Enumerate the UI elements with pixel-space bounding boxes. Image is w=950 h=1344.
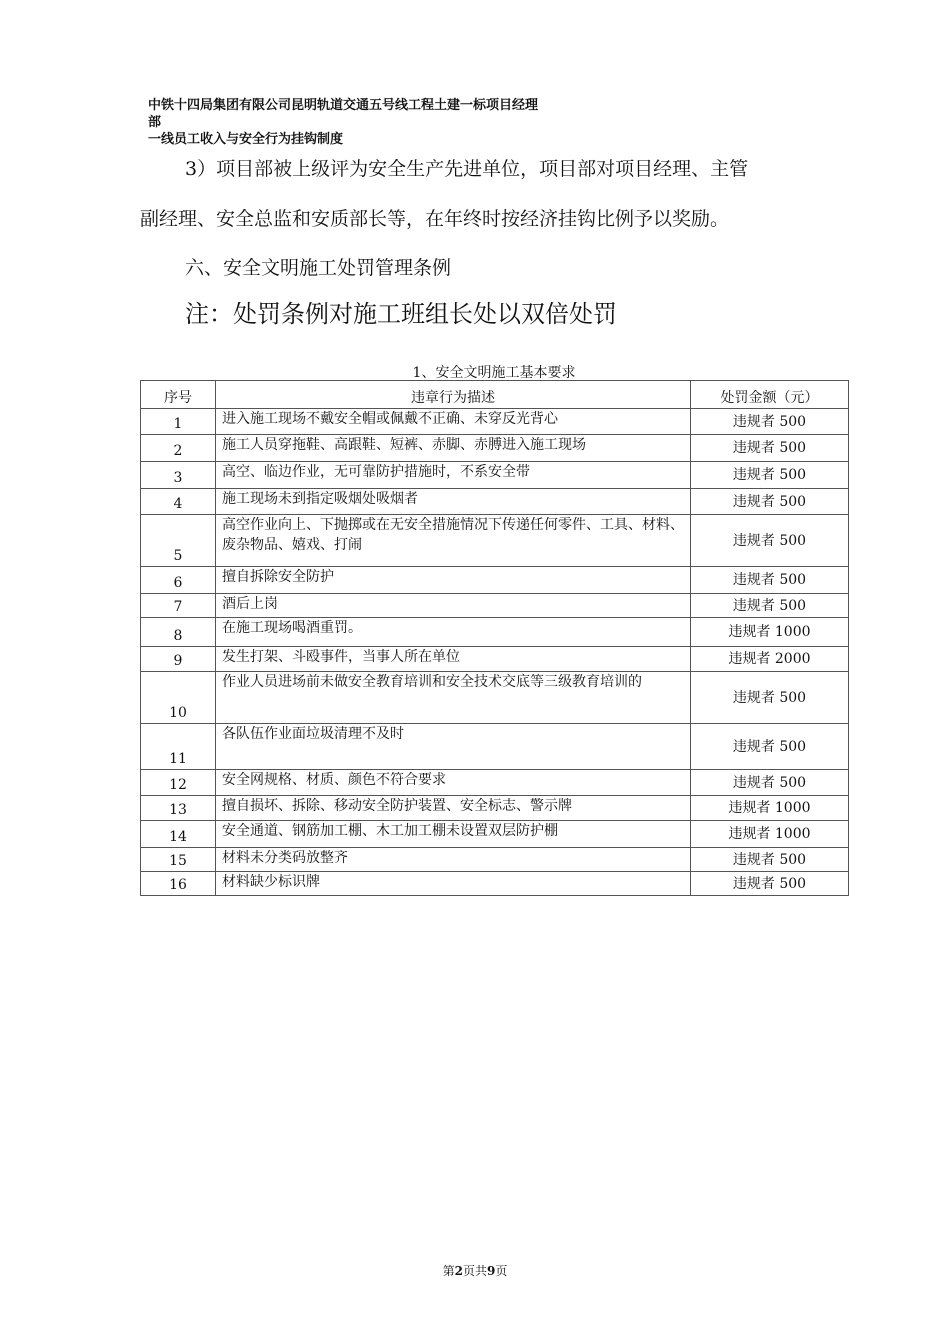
violation-description: 材料缺少标识牌: [216, 872, 691, 896]
table-row: [141, 724, 849, 770]
violation-description: 进入施工现场不戴安全帽或佩戴不正确、未穿反光背心: [216, 409, 691, 435]
row-number: 7: [141, 594, 216, 618]
penalty-amount: 违规者 500: [691, 594, 849, 618]
row-number: 15: [141, 848, 216, 872]
penalty-amount: 违规者 500: [691, 724, 849, 770]
violation-description: 施工人员穿拖鞋、高跟鞋、短裤、赤脚、赤膊进入施工现场: [216, 435, 691, 462]
row-number: 5: [141, 515, 216, 567]
table-row: [141, 672, 849, 724]
table-caption: 1、安全文明施工基本要求: [412, 365, 576, 381]
row-number: 13: [141, 796, 216, 821]
row-number: 12: [141, 770, 216, 796]
violation-description: 安全网规格、材质、颜色不符合要求: [216, 770, 691, 796]
penalty-amount: 违规者 500: [691, 872, 849, 896]
table-row: [141, 848, 849, 872]
violation-description: 安全通道、钢筋加工棚、木工加工棚未设置双层防护棚: [216, 821, 691, 848]
table-row: [141, 821, 849, 848]
table-row: [141, 462, 849, 489]
row-number: 14: [141, 821, 216, 848]
header-company-line-cont: 部: [148, 115, 162, 130]
violation-description: 各队伍作业面垃圾清理不及时: [216, 724, 691, 770]
paragraph-line: 3）项目部被上级评为安全生产先进单位，项目部对项目经理、主管: [185, 158, 749, 180]
column-header-no: 序号: [141, 381, 216, 409]
violation-description: 擅自拆除安全防护: [216, 567, 691, 594]
penalty-amount: 违规者 1000: [691, 821, 849, 848]
paragraph-line: 副经理、安全总监和安质部长等，在年终时按经济挂钩比例予以奖励。: [140, 208, 730, 230]
table-row: [141, 515, 849, 567]
row-number: 2: [141, 435, 216, 462]
table-row: [141, 435, 849, 462]
violation-description: 高空、临边作业，无可靠防护措施时，不系安全带: [216, 462, 691, 489]
table-row: [141, 489, 849, 515]
row-number: 8: [141, 618, 216, 647]
page-footer: [0, 1262, 950, 1279]
violation-description: 施工现场未到指定吸烟处吸烟者: [216, 489, 691, 515]
table-row: [141, 409, 849, 435]
violation-description: 作业人员进场前未做安全教育培训和安全技术交底等三级教育培训的: [216, 672, 691, 724]
violation-description: 酒后上岗: [216, 594, 691, 618]
penalty-amount: 违规者 500: [691, 435, 849, 462]
row-number: 6: [141, 567, 216, 594]
page-header: [148, 97, 608, 148]
table-row: [141, 647, 849, 672]
penalty-table: [140, 380, 849, 896]
penalty-amount: 违规者 500: [691, 770, 849, 796]
footer-total-pages: 9: [487, 1264, 496, 1278]
violation-description: 材料未分类码放整齐: [216, 848, 691, 872]
penalty-amount: 违规者 500: [691, 672, 849, 724]
table-row: [141, 872, 849, 896]
footer-suffix: 页: [495, 1264, 508, 1278]
footer-current-page: 2: [454, 1264, 463, 1278]
table-row: [141, 567, 849, 594]
penalty-amount: 违规者 500: [691, 409, 849, 435]
header-doc-title: 一线员工收入与安全行为挂钩制度: [148, 132, 344, 147]
violation-description: 发生打架、斗殴事件，当事人所在单位: [216, 647, 691, 672]
table-header-row: [141, 381, 849, 409]
footer-middle: 页共: [462, 1264, 487, 1278]
row-number: 10: [141, 672, 216, 724]
penalty-amount: 违规者 1000: [691, 618, 849, 647]
penalty-amount: 违规者 1000: [691, 796, 849, 821]
penalty-amount: 违规者 2000: [691, 647, 849, 672]
section-title: 六、安全文明施工处罚管理条例: [185, 257, 452, 279]
row-number: 1: [141, 409, 216, 435]
row-number: 3: [141, 462, 216, 489]
row-number: 11: [141, 724, 216, 770]
penalty-amount: 违规者 500: [691, 848, 849, 872]
penalty-amount: 违规者 500: [691, 515, 849, 567]
table-row: [141, 618, 849, 647]
row-number: 4: [141, 489, 216, 515]
penalty-note: 注：处罚条例对施工班组长处以双倍处罚: [185, 300, 617, 328]
header-company-line: 中铁十四局集团有限公司昆明轨道交通五号线工程土建一标项目经理: [148, 98, 539, 113]
row-number: 16: [141, 872, 216, 896]
violation-description: 擅自损坏、拆除、移动安全防护装置、安全标志、警示牌: [216, 796, 691, 821]
table-row: [141, 594, 849, 618]
penalty-amount: 违规者 500: [691, 489, 849, 515]
table-row: [141, 770, 849, 796]
table-row: [141, 796, 849, 821]
violation-description: 在施工现场喝酒重罚。: [216, 618, 691, 647]
penalty-amount: 违规者 500: [691, 462, 849, 489]
column-header-amount: 处罚金额（元）: [691, 381, 849, 409]
footer-prefix: 第: [442, 1264, 455, 1278]
row-number: 9: [141, 647, 216, 672]
violation-description: 高空作业向上、下抛掷或在无安全措施情况下传递任何零件、工具、材料、废杂物品、嬉戏、打闹: [216, 515, 691, 567]
penalty-amount: 违规者 500: [691, 567, 849, 594]
column-header-desc: 违章行为描述: [216, 381, 691, 409]
